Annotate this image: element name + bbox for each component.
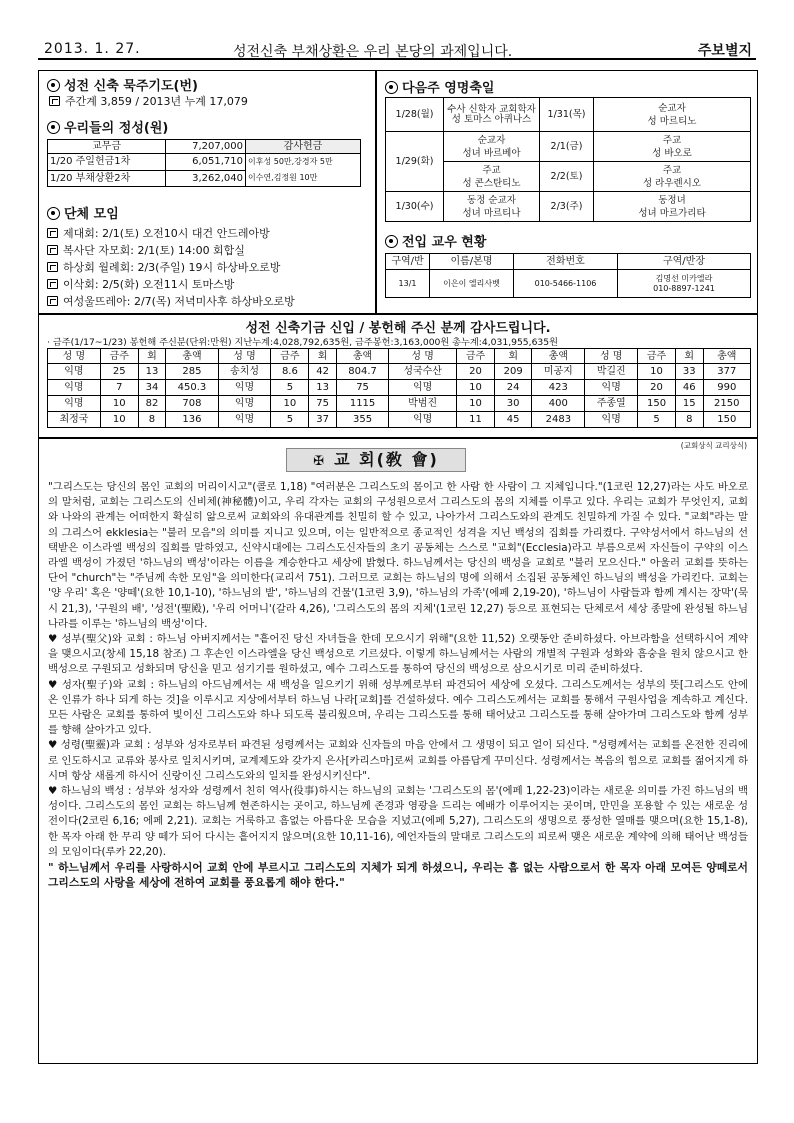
donation-cell: 20 [638, 380, 676, 396]
feast-date: 2/2(토) [540, 162, 594, 192]
donation-cell: 990 [703, 380, 750, 396]
transfer-table [385, 253, 751, 298]
thanks-line-2: 이수연,김정원 10만 [248, 173, 318, 182]
donation-header: 금주 [271, 349, 309, 364]
transfer-cell: 13/1 [386, 270, 430, 298]
column-divider [375, 71, 377, 313]
feast-section [385, 77, 494, 96]
donation-header: 성 명 [585, 349, 638, 364]
donation-cell: 13 [138, 364, 166, 380]
finger-point-icon [47, 228, 58, 238]
feast-saint: 동정녀 성녀 마르가리타 [594, 192, 751, 222]
transfer-cell: 이은이 엘리사벳 [430, 270, 514, 298]
donation-header: 총액 [336, 349, 388, 364]
donation-cell: 11 [457, 412, 495, 428]
donation-cell: 박길진 [585, 364, 638, 380]
groups-title: 단체 모임 [64, 207, 119, 222]
donation-header: 금주 [457, 349, 495, 364]
donation-cell: 30 [494, 396, 531, 412]
donation-cell: 10 [100, 396, 138, 412]
feast-date: 1/28(월) [386, 98, 444, 132]
feast-date: 1/31(목) [540, 98, 594, 132]
transfer-cell: 김명선 미카엘라 010-8897-1241 [618, 270, 751, 298]
finger-point-icon [47, 279, 58, 289]
feast-saint: 주교 성 라우렌시오 [594, 162, 751, 192]
donation-cell: 75 [309, 396, 337, 412]
donation-header: 회 [675, 349, 703, 364]
donation-cell: 75 [336, 380, 388, 396]
article-title-banner [286, 448, 466, 472]
group-item: 하상회 월례회: 2/3(주일) 19시 하상바오로방 [63, 261, 281, 274]
thanks-donors [246, 154, 361, 187]
finger-point-icon [47, 296, 58, 306]
parish-motto: 성전신축 부채상환은 우리 본당의 과제입니다. [233, 44, 513, 60]
bullet-circle-icon [47, 207, 60, 220]
donation-cell: 익명 [48, 396, 101, 412]
donation-header: 금주 [100, 349, 138, 364]
donation-cell: 주종열 [585, 396, 638, 412]
donation-cell: 익명 [48, 380, 101, 396]
donation-cell: 익명 [48, 364, 101, 380]
offering-value: 3,262,040 [166, 170, 246, 187]
group-item: 이삭회: 2/5(화) 오전11시 토마스방 [63, 278, 235, 291]
donation-cell: 400 [532, 396, 585, 412]
finger-point-icon [49, 96, 60, 106]
bullet-circle-icon [47, 79, 60, 92]
article-paragraph: ♥ 성부(聖父)와 교회 : 하느님 아버지께서는 "흩어진 당신 자녀들을 한데 모으시기 위해"(요한 11,52) 오랫동안 준비하셨다. 아브라함을 선택하시어 계약을 맺으시고(창세 15,18 참조) 그 후손인 이스라엘을 당신 백성으로 기르셨다. 이렇게 하느님께서는 사람의 개별적 구원과 성화와 흠숭을 원치 않으시고 한 백성으로 구원되고 성화되며 당신을 믿고 섬기기를 원하셨고, 예수 그리스도를 통하여 당신의 백성으로 삼으시기로 미리 준비하셨다. [48, 633, 748, 676]
prayer-title: 성전 신축 묵주기도(번) [64, 79, 198, 94]
article-title: 교 회(敎 會) [334, 450, 439, 469]
offering-value: 6,051,710 [166, 154, 246, 171]
donation-cell: 45 [494, 412, 531, 428]
donation-cell: 미공지 [532, 364, 585, 380]
section-divider-2 [39, 437, 757, 439]
donation-cell: 15 [675, 396, 703, 412]
donation-header: 총액 [532, 349, 585, 364]
prayer-count: 주간계 3,859 / 2013년 누계 17,079 [65, 95, 248, 108]
donation-cell: 7 [100, 380, 138, 396]
donation-header: 금주 [638, 349, 676, 364]
donation-cell: 150 [638, 396, 676, 412]
feast-table [385, 97, 751, 222]
donation-cell: 82 [138, 396, 166, 412]
donation-cell: 익명 [585, 412, 638, 428]
feast-date: 2/3(주) [540, 192, 594, 222]
donation-cell: 450.3 [166, 380, 218, 396]
article-paragraph: "그리스도는 당신의 몸인 교회의 머리이시고"(콜로 1,18) "여러분은 그리스도의 몸이고 한 사람 한 사람이 그 지체입니다."(1코린 12,27)라는 사도 바오로의 말처럼, 교회는 그리스도의 신비체(神秘體)이고, 우리 각자는 교회의 구성원으로서 그리스도의 몸의 지체를 이루고 있다. 우리는 교회가 무엇인지, 교회와 나와의 관계는 어떠한지 확실히 앎으로써 교회와의 유대관계를 친밀히 할 수 있고, 나아가서 그리스도와의 관계도 친밀하게 가질 수 있다. "교회"라는 말의 그리스어 ekklesia는 "불러 모음"의 의미를 지니고 있으며, 이는 일반적으로 종교적인 성격을 지닌 백성의 집회를 가리켰다. 구약성서에서 하느님의 선택받은 이스라엘 백성의 집회를 말하였고, 신약시대에는 그리스도신자들의 초기 공동체는 스스로 "교회"(Ecclesia)라고 부름으로써 자신들이 구약의 이스라엘 백성이 가졌던 '하느님의 백성'이라는 이름을 계승한다고 세상에 밝혔다. 하느님께서는 당신의 백성을 교회로 "불러 모으신다." 아울러 교회를 뜻하는 단어 "church"는 "주님께 속한 모임"을 의미한다(교리서 751). 그러므로 교회는 하느님의 명에 의해서 소집된 공동체인 하느님의 백성을 가리킨다. 교회는 '양 우리' 혹은 '양떼'(요한 10,1-10), '하느님의 밭', '하느님의 건물'(1코린 3,9), '하느님의 가족'(에페 2,19-20), '하느님이 사람들과 함께 계시는 장막'(묵시 21,3), '구원의 배', '성전'(聖殿), '우리 어머니'(갈라 4,26), '그리스도의 몸의 지체'(1코린 12,27) 등으로 표현되는 단체로서 세상 종말에 완성될 하느님 나라를 이루는 '하느님의 백성'이다. [48, 481, 748, 630]
donation-header: 총액 [166, 349, 218, 364]
bulletin-date: 2013. 1. 27. [44, 41, 141, 57]
donation-cell: 익명 [218, 396, 271, 412]
donation-header: 성 명 [218, 349, 271, 364]
feast-saint: 순교자 성녀 바르베아 [444, 132, 540, 162]
feast-title: 다음주 영명축일 [402, 81, 495, 96]
offering-value: 7,207,000 [166, 140, 246, 154]
donation-cell: 13 [309, 380, 337, 396]
feast-saint: 주교 성 바오로 [594, 132, 751, 162]
group-item: 여성울뜨레아: 2/7(목) 저녁미사후 하상바오로방 [63, 295, 295, 308]
donation-cell: 150 [703, 412, 750, 428]
offering-label: 1/20 부채상환2차 [48, 170, 166, 187]
groups-section [47, 203, 295, 310]
donation-cell: 37 [309, 412, 337, 428]
donation-cell: 10 [271, 396, 309, 412]
offering-title: 우리들의 정성(원) [64, 121, 169, 136]
page-header [38, 38, 756, 60]
section-divider [39, 313, 757, 315]
bullet-circle-icon [385, 81, 398, 94]
donation-header: 총액 [703, 349, 750, 364]
article-paragraph: ♥ 성령(聖靈)과 교회 : 성부와 성자로부터 파견된 성령께서는 교회와 신자들의 마음 안에서 그 생명이 되고 얼이 되신다. "성령께서는 교회를 온전한 진리에로 인도하시고 교류와 봉사로 일치시키며, 교계제도와 갖가지 은사[카리스마]로써 교회를 아름답게 꾸미신다. 성령께서는 복음의 힘으로 교회를 젊어지게 하시며 항상 새롭게 하시어 신랑이신 그리스도와의 일치를 완성시키신다". [48, 739, 748, 782]
donation-header: 성 명 [48, 349, 101, 364]
donation-cell: 285 [166, 364, 218, 380]
donation-cell: 익명 [389, 380, 457, 396]
donation-cell: 5 [271, 412, 309, 428]
donation-cell: 46 [675, 380, 703, 396]
donation-cell: 성국수산 [389, 364, 457, 380]
offering-label: 1/20 주일헌금1차 [48, 154, 166, 171]
donation-table [47, 348, 751, 428]
donation-cell: 804.7 [336, 364, 388, 380]
article-paragraph: ♥ 하느님의 백성 : 성부와 성자와 성령께서 친히 역사(役事)하시는 하느님의 교회는 '그리스도의 몸'(에페 1,22-23)이라는 새로운 의미를 가진 하느님의 백성이다. 그리스도의 몸인 교회는 하느님께 현존하시는 곳이고, 하느님께 존경과 영광을 드리는 예배가 이루어지는 곳이며, 만민을 포용할 수 있는 새로운 성전이다(2코린 6,16; 에페 2,21). 교회는 거룩하고 흠없는 아름다운 모습을 지녔고(에페 5,27), 그리스도의 생명으로 풍성한 열매를 맺으며(요한 15,1-8), 한 목자 아래 한 무리 양 떼가 되어 다시는 흩어지지 않으며(요한 10,11-16), 예언자들의 말대로 그리스도의 피로써 맺은 새로운 계약에 의해 태어난 백성들의 모임이다(루카 22,20). [48, 785, 748, 858]
article-body [48, 480, 748, 890]
donation-header: 성 명 [389, 349, 457, 364]
donation-cell: 익명 [218, 380, 271, 396]
donation-cell: 익명 [585, 380, 638, 396]
donation-cell: 10 [100, 412, 138, 428]
finger-point-icon [47, 262, 58, 272]
donation-cell: 익명 [218, 412, 271, 428]
transfer-header: 구역/반장 [618, 254, 751, 270]
transfer-header: 이름/본명 [430, 254, 514, 270]
transfer-title: 전입 교우 현황 [402, 235, 487, 250]
donation-cell: 최정국 [48, 412, 101, 428]
bullet-circle-icon [47, 121, 60, 134]
feast-saint: 동정 순교자 성녀 마르티나 [444, 192, 540, 222]
donation-cell: 34 [138, 380, 166, 396]
donation-header: 회 [138, 349, 166, 364]
donation-cell: 24 [494, 380, 531, 396]
group-item: 복사단 자모회: 2/1(토) 14:00 회합실 [63, 244, 245, 257]
article-conclusion: " 하느님께서 우리를 사랑하시어 교회 안에 부르시고 그리스도의 지체가 되게 하셨으니, 우리는 흠 없는 사람으로서 한 목자 아래 모여든 양떼로서 그리스도의 사랑을 세상에 전하여 교회를 풍요롭게 해야 한다." [48, 861, 748, 890]
offering-section [47, 117, 168, 136]
donation-cell: 송치성 [218, 364, 271, 380]
feast-saint: 수사 신학자 교회학자 성 토마스 아퀴나스 [444, 98, 540, 132]
prayer-section [47, 75, 248, 109]
bulletin-tag: 주보별지 [697, 43, 752, 59]
finger-point-icon [47, 245, 58, 255]
transfer-cell: 010-5466-1106 [514, 270, 618, 298]
donation-cell: 2150 [703, 396, 750, 412]
feast-date: 2/1(금) [540, 132, 594, 162]
transfer-header: 구역/반 [386, 254, 430, 270]
donation-cell: 25 [100, 364, 138, 380]
donation-cell: 33 [675, 364, 703, 380]
donation-cell: 708 [166, 396, 218, 412]
donation-cell: 423 [532, 380, 585, 396]
feast-date: 1/30(수) [386, 192, 444, 222]
offering-label: 교무금 [48, 140, 166, 154]
donation-cell: 10 [638, 364, 676, 380]
donation-cell: 5 [271, 380, 309, 396]
donation-cell: 1115 [336, 396, 388, 412]
transfer-header: 전화번호 [514, 254, 618, 270]
donation-header: 회 [494, 349, 531, 364]
offering-table [47, 139, 361, 187]
donation-cell: 8.6 [271, 364, 309, 380]
thanks-label: 감사헌금 [246, 140, 361, 154]
donation-cell: 209 [494, 364, 531, 380]
article-paragraph: ♥ 성자(聖子)와 교회 : 하느님의 아드님께서는 새 백성을 일으키기 위해 성부께로부터 파견되어 세상에 오셨다. 그리스도께서는 성부의 뜻[그리스도 안에 온 인류가 하나 되게 하는 것]을 이루시고 지상에서부터 하느님 나라[교회]를 건설하셨다. 예수 그리스도께서는 교회를 통해서 구원사업을 계속하고 계신다. 모든 사람은 교회를 통하여 빛이신 그리스도와 하나 되도록 불리웠으며, 우리는 그리스도를 통해 태어났고 그리스도를 통해 살아가며 그리스도와 함께 성부를 향해 살아가고 있다. [48, 678, 748, 737]
donation-cell: 42 [309, 364, 337, 380]
donation-cell: 2483 [532, 412, 585, 428]
bullet-circle-icon [385, 235, 398, 248]
transfer-section [385, 231, 486, 250]
group-item: 제대회: 2/1(토) 오전10시 대건 안드레아방 [63, 227, 270, 240]
donation-cell: 8 [138, 412, 166, 428]
donation-cell: 10 [457, 380, 495, 396]
feast-date: 1/29(화) [386, 132, 444, 192]
donation-cell: 5 [638, 412, 676, 428]
article-source: (교회상식 교리상식) [680, 441, 747, 450]
feast-saint: 순교자 성 마르티노 [594, 98, 751, 132]
donation-cell: 20 [457, 364, 495, 380]
cross-icon: ✠ [313, 454, 327, 469]
donation-header: 회 [309, 349, 337, 364]
donation-cell: 355 [336, 412, 388, 428]
feast-saint: 주교 성 콘스탄티노 [444, 162, 540, 192]
donation-cell: 136 [166, 412, 218, 428]
donation-cell: 8 [675, 412, 703, 428]
donation-cell: 10 [457, 396, 495, 412]
donation-cell: 377 [703, 364, 750, 380]
thanks-line-1: 이후성 50만,강경자 5만 [248, 157, 333, 166]
donation-cell: 익명 [389, 412, 457, 428]
donation-cell: 박범진 [389, 396, 457, 412]
donation-title: 성전 신축기금 신입 / 봉헌해 주신 분께 감사드립니다. [245, 321, 551, 336]
donation-summary: · 금주(1/17~1/23) 봉헌해 주신분(단위:만원) 지난누계:4,028,792,635원, 금주봉헌:3,163,000원 총누계:4,031,955,635원 [47, 337, 558, 348]
